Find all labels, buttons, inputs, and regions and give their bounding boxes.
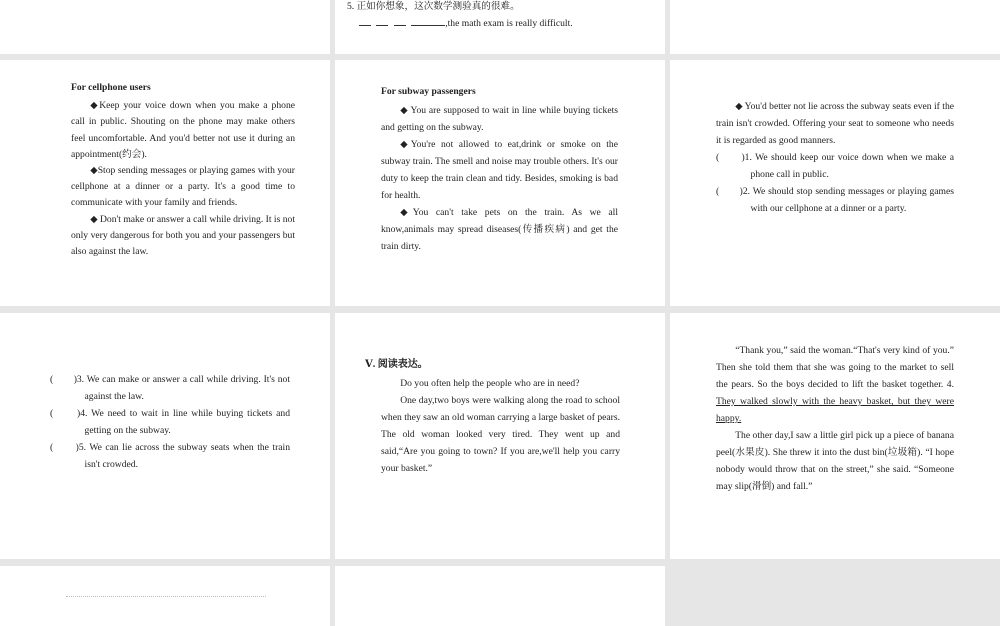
answer-blank[interactable] xyxy=(394,16,406,26)
question-5-prompt: 5. 正如你想象，这次数学测验真的很难。 xyxy=(347,1,520,12)
cellphone-heading: For cellphone users xyxy=(71,82,151,93)
page-tile-reading-continued xyxy=(670,313,1000,559)
page-tile-cellphone-users xyxy=(0,60,330,306)
judgement-question-1[interactable]: ( )1. We should keep our voice down when we make a phone call in public. xyxy=(716,152,954,180)
question-5-answer-tail: ,the math exam is really difficult. xyxy=(445,18,573,29)
judgement-question-3[interactable]: ( )3. We can make or answer a call while driving. It's not against the law. xyxy=(50,374,290,402)
subway-paragraph: ◆ You'd better not lie across the subway seats even if the train isn't crowded. Offering your seat to someone who needs it is regarded as good manners. xyxy=(716,101,954,146)
page-tile-top-middle xyxy=(335,0,665,54)
cellphone-paragraph: ◆Keep your voice down when you make a phone call in public. Shouting on the phone may make others feel uncomfortable. And you'd better not use it during an appointment(约会). xyxy=(71,100,295,160)
underlined-sentence-4: They walked slowly with the heavy basket, but they were happy. xyxy=(716,396,954,424)
page-tile-subway-continued xyxy=(670,60,1000,306)
reading-paragraph xyxy=(716,342,954,427)
page-tile-top-left xyxy=(0,0,330,54)
subway-paragraph: ◆ You are supposed to wait in line while buying tickets and getting on the subway. xyxy=(381,105,618,133)
subway-paragraph: ◆You can't take pets on the train. As we all know,animals may spread diseases(传播疾病) and get the train dirty. xyxy=(381,207,618,252)
subway-paragraph: ◆You're not allowed to eat,drink or smoke on the subway train. The smell and noise may trouble others. It's our duty to keep the train clean and tidy. Besides, smoking is bad for health. xyxy=(381,139,618,201)
page-tile-bottom-middle xyxy=(335,566,665,626)
judgement-question-2[interactable]: ( )2. We should stop sending messages or playing games with our cellphone at a dinner or a party. xyxy=(716,186,954,214)
reading-text: “Thank you,” said the woman.“That's very kind of you.” Then she told them that she was going to the market to sell the pears. So the boys decided to lift the basket together. 4. xyxy=(716,345,954,390)
section-title: Ⅴ. 阅读表达。 xyxy=(365,359,428,370)
answer-blank[interactable] xyxy=(411,16,445,26)
answer-blank[interactable] xyxy=(359,16,371,26)
judgement-question-5[interactable]: ( )5. We can lie across the subway seats when the train isn't crowded. xyxy=(50,442,290,470)
reading-paragraph: Do you often help the people who are in need? xyxy=(400,378,580,389)
page-tile-reading-expression xyxy=(335,313,665,559)
reading-paragraph: The other day,I saw a little girl pick up a piece of banana peel(水果皮). She threw it into the dust bin(垃圾箱). “I hope nobody would throw that on the street,” she said. “Someone may slip(滑倒) and fall.” xyxy=(716,430,954,492)
cropped-text-line xyxy=(66,596,266,600)
judgement-question-4[interactable]: ( )4. We need to wait in line while buying tickets and getting on the subway. xyxy=(50,408,290,436)
subway-heading: For subway passengers xyxy=(381,86,476,97)
answer-blank[interactable] xyxy=(376,16,388,26)
page-tile-bottom-left xyxy=(0,566,330,626)
page-tile-judgement-questions xyxy=(0,313,330,559)
page-tile-subway-passengers xyxy=(335,60,665,306)
reading-paragraph: One day,two boys were walking along the road to school when they saw an old woman carrying a large basket of pears. The old woman looked very tired. They went up and said,“Are you going to town? If you are,we'll help you carry your basket.” xyxy=(381,395,620,474)
question-5-answer-line xyxy=(347,15,637,32)
page-tile-top-right xyxy=(670,0,1000,54)
cellphone-paragraph: ◆Stop sending messages or playing games with your cellphone at a dinner or a party. It's a good time to communicate with your family and friends. xyxy=(71,165,295,209)
cellphone-paragraph: ◆ Don't make or answer a call while driving. It is not only very dangerous for both you and your passengers but also against the law. xyxy=(71,213,295,258)
